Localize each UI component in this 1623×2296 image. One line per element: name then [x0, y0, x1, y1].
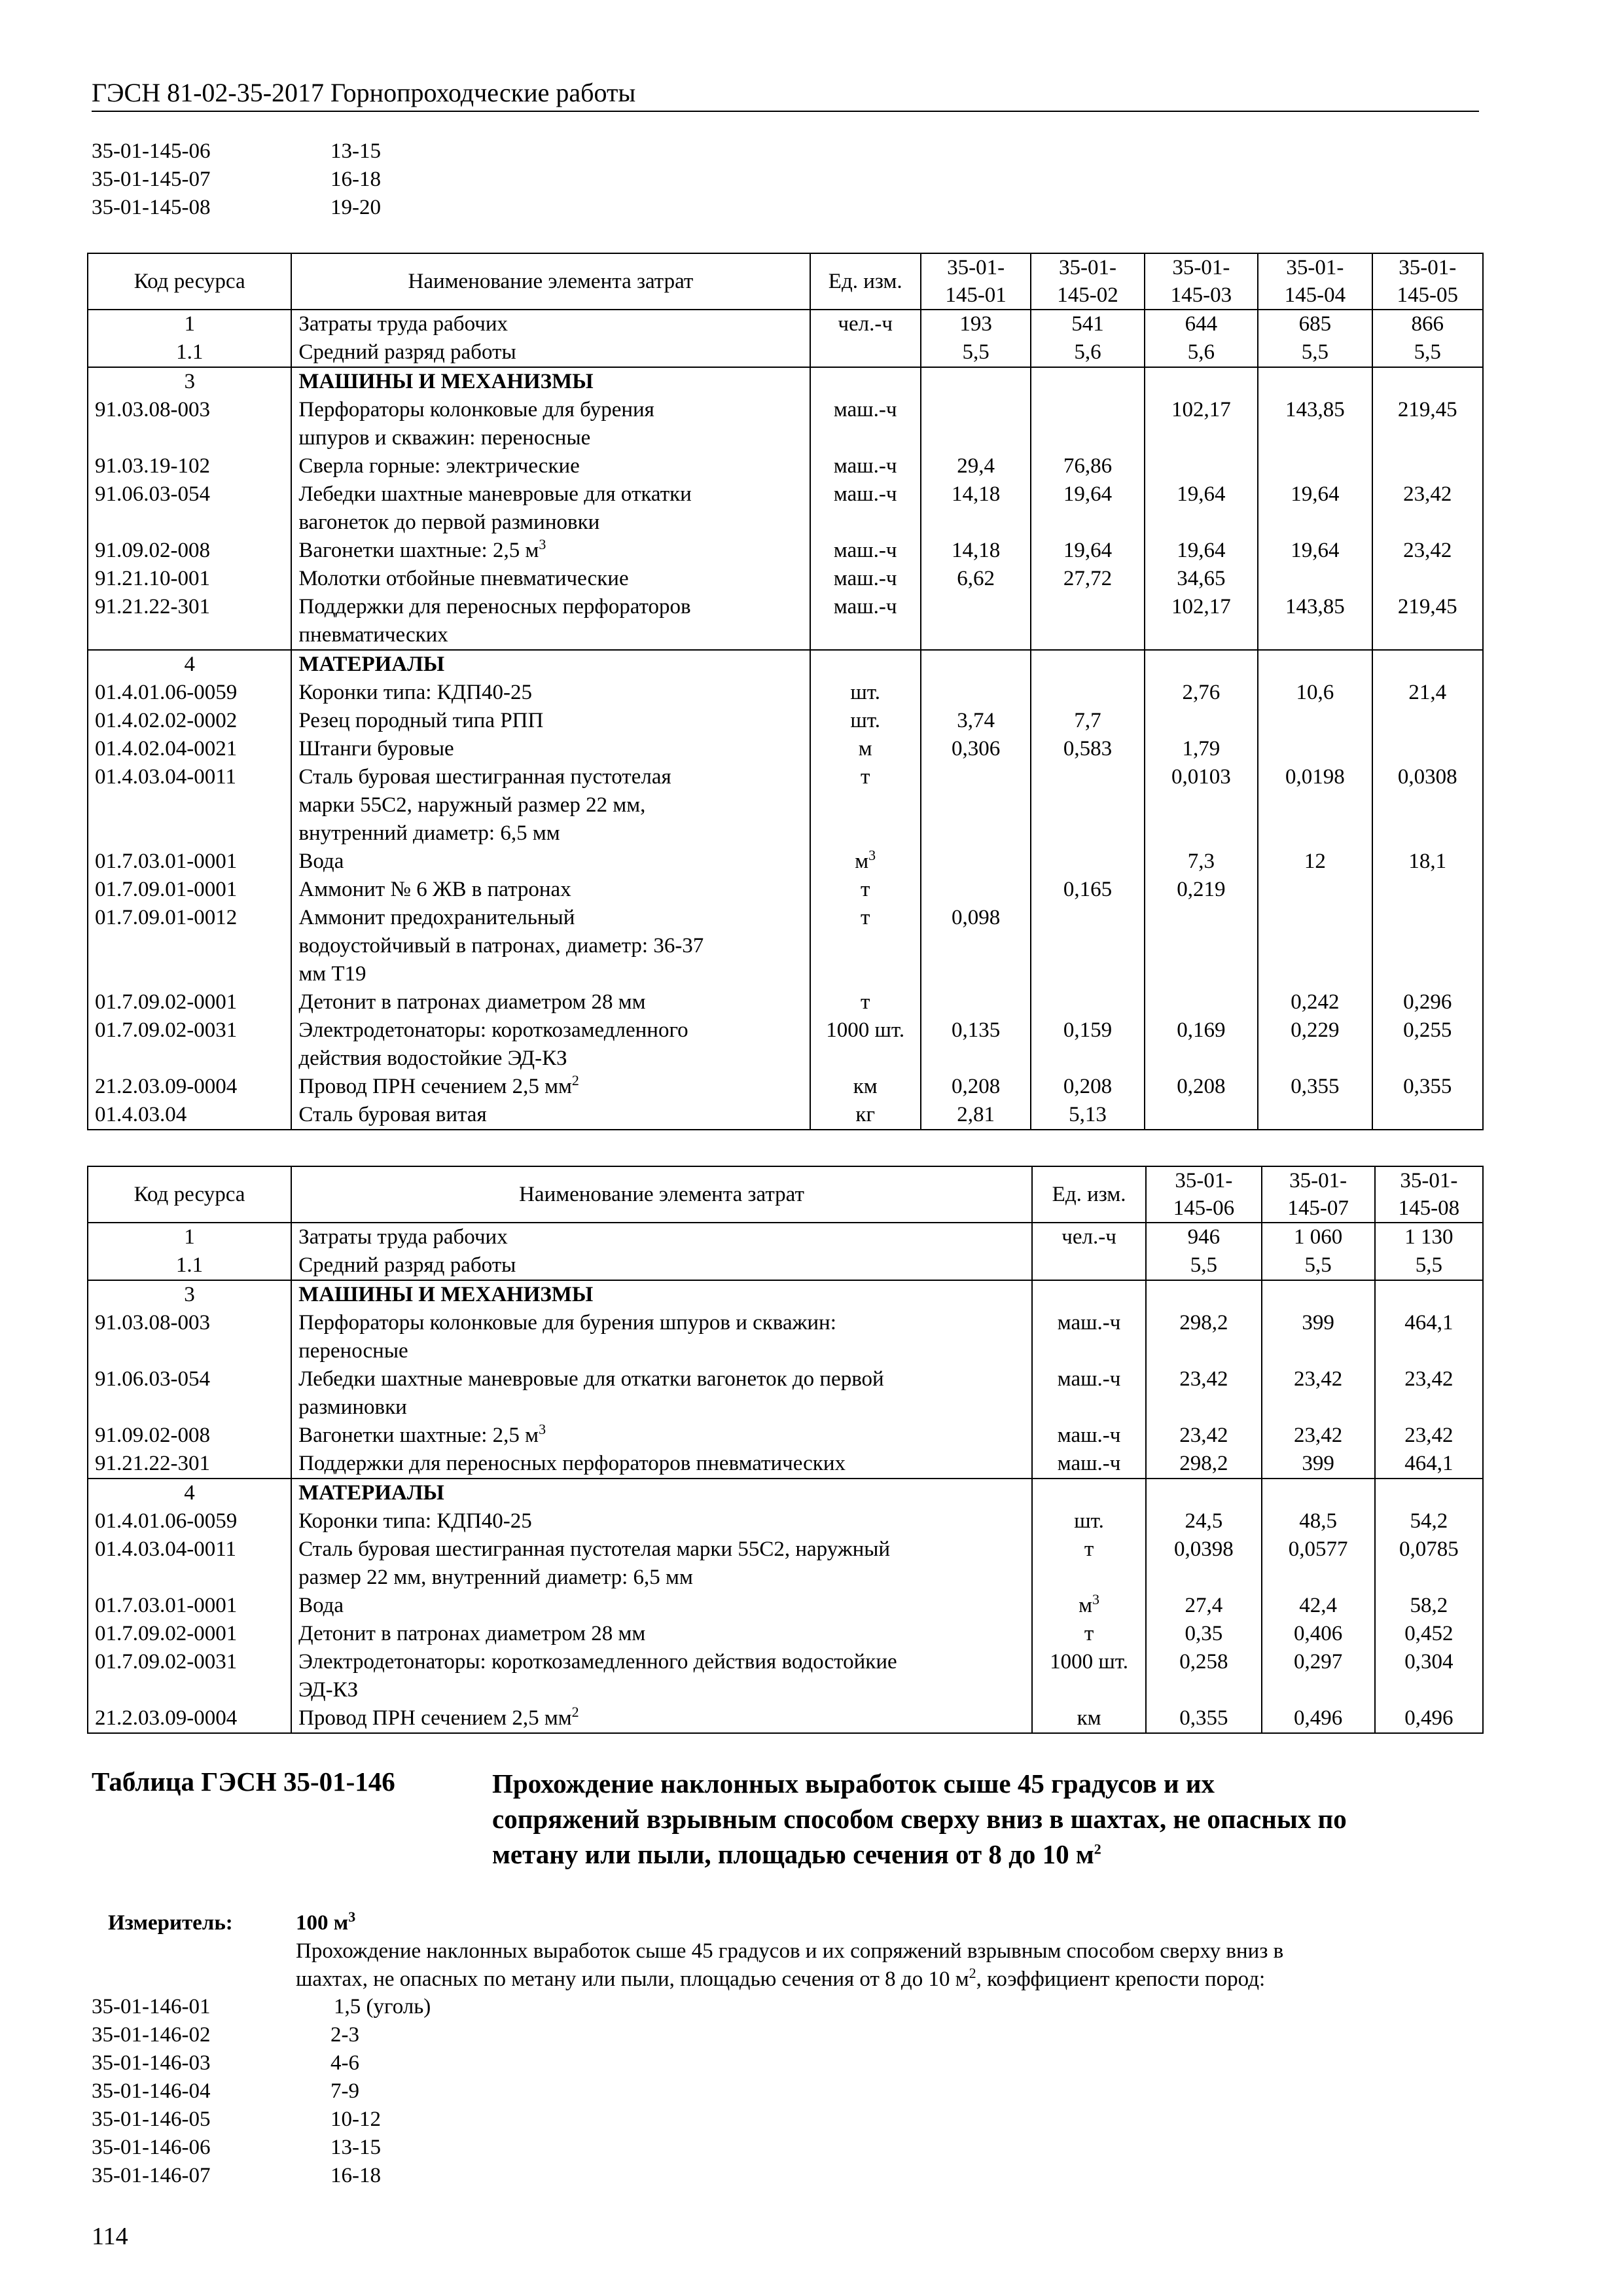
header-col: 35-01- 145-07 — [1262, 1166, 1375, 1223]
table-row: 1.1 Средний разряд работы 5,5 5,5 5,5 — [88, 1251, 1483, 1280]
measure-label: Измеритель: — [108, 1911, 233, 1935]
resource-table-145-01-05 — [87, 253, 1484, 1130]
table-row: 01.4.03.04 Сталь буровая витая кг 2,81 5,13 — [88, 1101, 1483, 1130]
table-row: 01.4.01.06-0059 Коронки типа: КДП40-25 шт. 2,76 10,6 21,4 — [88, 679, 1483, 707]
range: 19-20 — [330, 196, 381, 219]
section-row: 4 МАТЕРИАЛЫ — [88, 1479, 1483, 1507]
table-row: 91.09.02-008 Вагонетки шахтные: 2,5 $м^3$ маш.-ч 14,18 19,64 19,64 19,64 23,42 — [88, 537, 1483, 565]
header-code: Код ресурса — [88, 253, 291, 310]
table-row: 21.2.03.09-0004 Провод ПРН сечением 2,5 $мм^2$ км 0,208 0,208 0,208 0,355 0,355 — [88, 1073, 1483, 1101]
table-row: 91.21.10-001 Молотки отбойные пневматические маш.-ч 6,62 27,72 34,65 — [88, 565, 1483, 593]
measure-description: Прохождение наклонных выработок сыше 45 градусов и их сопряжений взрывным способом сверху вниз в шахтах, не опасных по метану или пыли, площадью сечения от 8 до 10 $м^2$, коэффициент крепости пород: — [296, 1939, 1284, 1991]
code-row — [92, 194, 381, 222]
table-row: 1.1 Средний разряд работы 5,5 5,6 5,6 5,5 5,5 — [88, 338, 1483, 367]
top-code-list — [92, 137, 381, 222]
table-row: 91.09.02-008 Вагонетки шахтные: 2,5 $м^3$ маш.-ч 23,42 23,42 23,42 — [88, 1422, 1483, 1450]
table-row: 91.06.03-054 Лебедки шахтные маневровые для откатки вагонеток до первой разминовки маш.-ч 23,42 23,42 23,42 — [88, 1365, 1483, 1422]
code-row — [92, 166, 381, 194]
table-row: 91.03.19-102 Сверла горные: электрические маш.-ч 29,4 76,86 — [88, 452, 1483, 480]
header-code: Код ресурса — [88, 1166, 291, 1223]
table-header — [88, 253, 1483, 310]
measure-value: 100 $м^3$ — [296, 1909, 356, 1935]
header-unit: Ед. изм. — [1032, 1166, 1146, 1223]
table-row: 01.4.02.04-0021 Штанги буровые м 0,306 0,583 1,79 — [88, 735, 1483, 763]
header-title: ГЭСН 81-02-35-2017 Горнопроходческие работы — [92, 78, 636, 107]
table-row: 01.7.09.01-0012 Аммонит предохранительный водоустойчивый в патронах, диаметр: 36-37 мм Т19 т 0,098 — [88, 904, 1483, 988]
table-label: Таблица ГЭСН 35-01-146 — [92, 1767, 395, 1797]
table-row: 01.4.02.02-0002 Резец породный типа РПП шт. 3,74 7,7 — [88, 707, 1483, 735]
range: 16-18 — [330, 168, 381, 191]
table-row: 01.7.03.01-0001 Вода $м^3$ 27,4 42,4 58,2 — [88, 1592, 1483, 1620]
table-row: 91.21.22-301 Поддержки для переносных перфораторов пневматических маш.-ч 298,2 399 464,1 — [88, 1450, 1483, 1479]
table-row: 1 Затраты труда рабочих чел.-ч 946 1 060 1 130 — [88, 1223, 1483, 1251]
table-title: Прохождение наклонных выработок сыше 45 градусов и их сопряжений взрывным способом сверху вниз в шахтах, не опасных по метану или пыли, площадью сечения от 8 до 10 $м^2$ — [492, 1768, 1347, 1869]
table-row: 91.06.03-054 Лебедки шахтные маневровые для откатки вагонеток до первой разминовки маш.-ч 14,18 19,64 19,64 19,64 23,42 — [88, 480, 1483, 537]
table-row: 1 Затраты труда рабочих чел.-ч 193 541 644 685 866 — [88, 310, 1483, 338]
code-row: 35-01-146-05 10-12 — [92, 2108, 381, 2131]
table-row: 01.4.01.06-0059 Коронки типа: КДП40-25 шт. 24,5 48,5 54,2 — [88, 1507, 1483, 1535]
code: 35-01-145-07 — [92, 168, 211, 191]
header-col: 35-01- 145-08 — [1375, 1166, 1483, 1223]
code-row: 35-01-146-02 2-3 — [92, 2023, 359, 2047]
header-col: 35-01- 145-01 — [921, 253, 1031, 310]
header-unit: Ед. изм. — [810, 253, 921, 310]
header-col: 35-01- 145-04 — [1258, 253, 1372, 310]
header-col: 35-01- 145-02 — [1031, 253, 1144, 310]
header-col: 35-01- 145-06 — [1146, 1166, 1261, 1223]
page-header — [92, 77, 1479, 112]
code: 35-01-145-08 — [92, 196, 211, 219]
table-row: 01.7.09.02-0031 Электродетонаторы: короткозамедленного действия водостойкие ЭД-КЗ 1000 шт. 0,258 0,297 0,304 — [88, 1648, 1483, 1704]
header-name: Наименование элемента затрат — [291, 253, 810, 310]
bottom-code-list — [92, 1993, 431, 2190]
code-row: 35-01-146-06 13-15 — [92, 2136, 381, 2159]
code-row — [92, 137, 381, 166]
code: 35-01-145-06 — [92, 139, 211, 163]
section-row: 3 МАШИНЫ И МЕХАНИЗМЫ — [88, 1280, 1483, 1309]
section-row: 3 МАШИНЫ И МЕХАНИЗМЫ — [88, 367, 1483, 396]
header-col: 35-01- 145-03 — [1145, 253, 1258, 310]
section-row: 4 МАТЕРИАЛЫ — [88, 650, 1483, 679]
table-row: 01.7.09.02-0031 Электродетонаторы: короткозамедленного действия водостойкие ЭД-КЗ 1000 шт. 0,135 0,159 0,169 0,229 0,255 — [88, 1016, 1483, 1073]
table-row: 01.7.03.01-0001 Вода $м^3$ 7,3 12 18,1 — [88, 848, 1483, 876]
table-row: 01.4.03.04-0011 Сталь буровая шестигранная пустотелая марки 55С2, наружный размер 22 мм, внутренний диаметр: 6,5 мм т 0,0398 0,0577 0,0785 — [88, 1535, 1483, 1592]
page-number: 114 — [92, 2223, 128, 2250]
table-row: 01.7.09.02-0001 Детонит в патронах диаметром 28 мм т 0,242 0,296 — [88, 988, 1483, 1016]
table-row: 91.03.08-003 Перфораторы колонковые для бурения шпуров и скважин: переносные маш.-ч 102,17 143,85 219,45 — [88, 396, 1483, 452]
range: 13-15 — [330, 139, 381, 163]
table-row: 91.03.08-003 Перфораторы колонковые для бурения шпуров и скважин: переносные маш.-ч 298,2 399 464,1 — [88, 1309, 1483, 1365]
code-row: 35-01-146-03 4-6 — [92, 2051, 359, 2075]
header-col: 35-01- 145-05 — [1372, 253, 1483, 310]
table-header — [88, 1166, 1483, 1223]
table-row: 01.7.09.01-0001 Аммонит № 6 ЖВ в патронах т 0,165 0,219 — [88, 876, 1483, 904]
code-row: 35-01-146-07 16-18 — [92, 2164, 381, 2187]
table-row: 91.21.22-301 Поддержки для переносных перфораторов пневматических маш.-ч 102,17 143,85 219,45 — [88, 593, 1483, 650]
header-name: Наименование элемента затрат — [291, 1166, 1032, 1223]
table-row: 21.2.03.09-0004 Провод ПРН сечением 2,5 $мм^2$ км 0,355 0,496 0,496 — [88, 1704, 1483, 1733]
table-row: 01.4.03.04-0011 Сталь буровая шестигранная пустотелая марки 55С2, наружный размер 22 мм, внутренний диаметр: 6,5 мм т 0,0103 0,0198 0,0308 — [88, 763, 1483, 848]
resource-table-145-06-08 — [87, 1166, 1484, 1734]
table-row: 01.7.09.02-0001 Детонит в патронах диаметром 28 мм т 0,35 0,406 0,452 — [88, 1620, 1483, 1648]
code-row: 35-01-146-01 1,5 (уголь) — [92, 1995, 431, 2018]
code-row: 35-01-146-04 7-9 — [92, 2079, 359, 2103]
